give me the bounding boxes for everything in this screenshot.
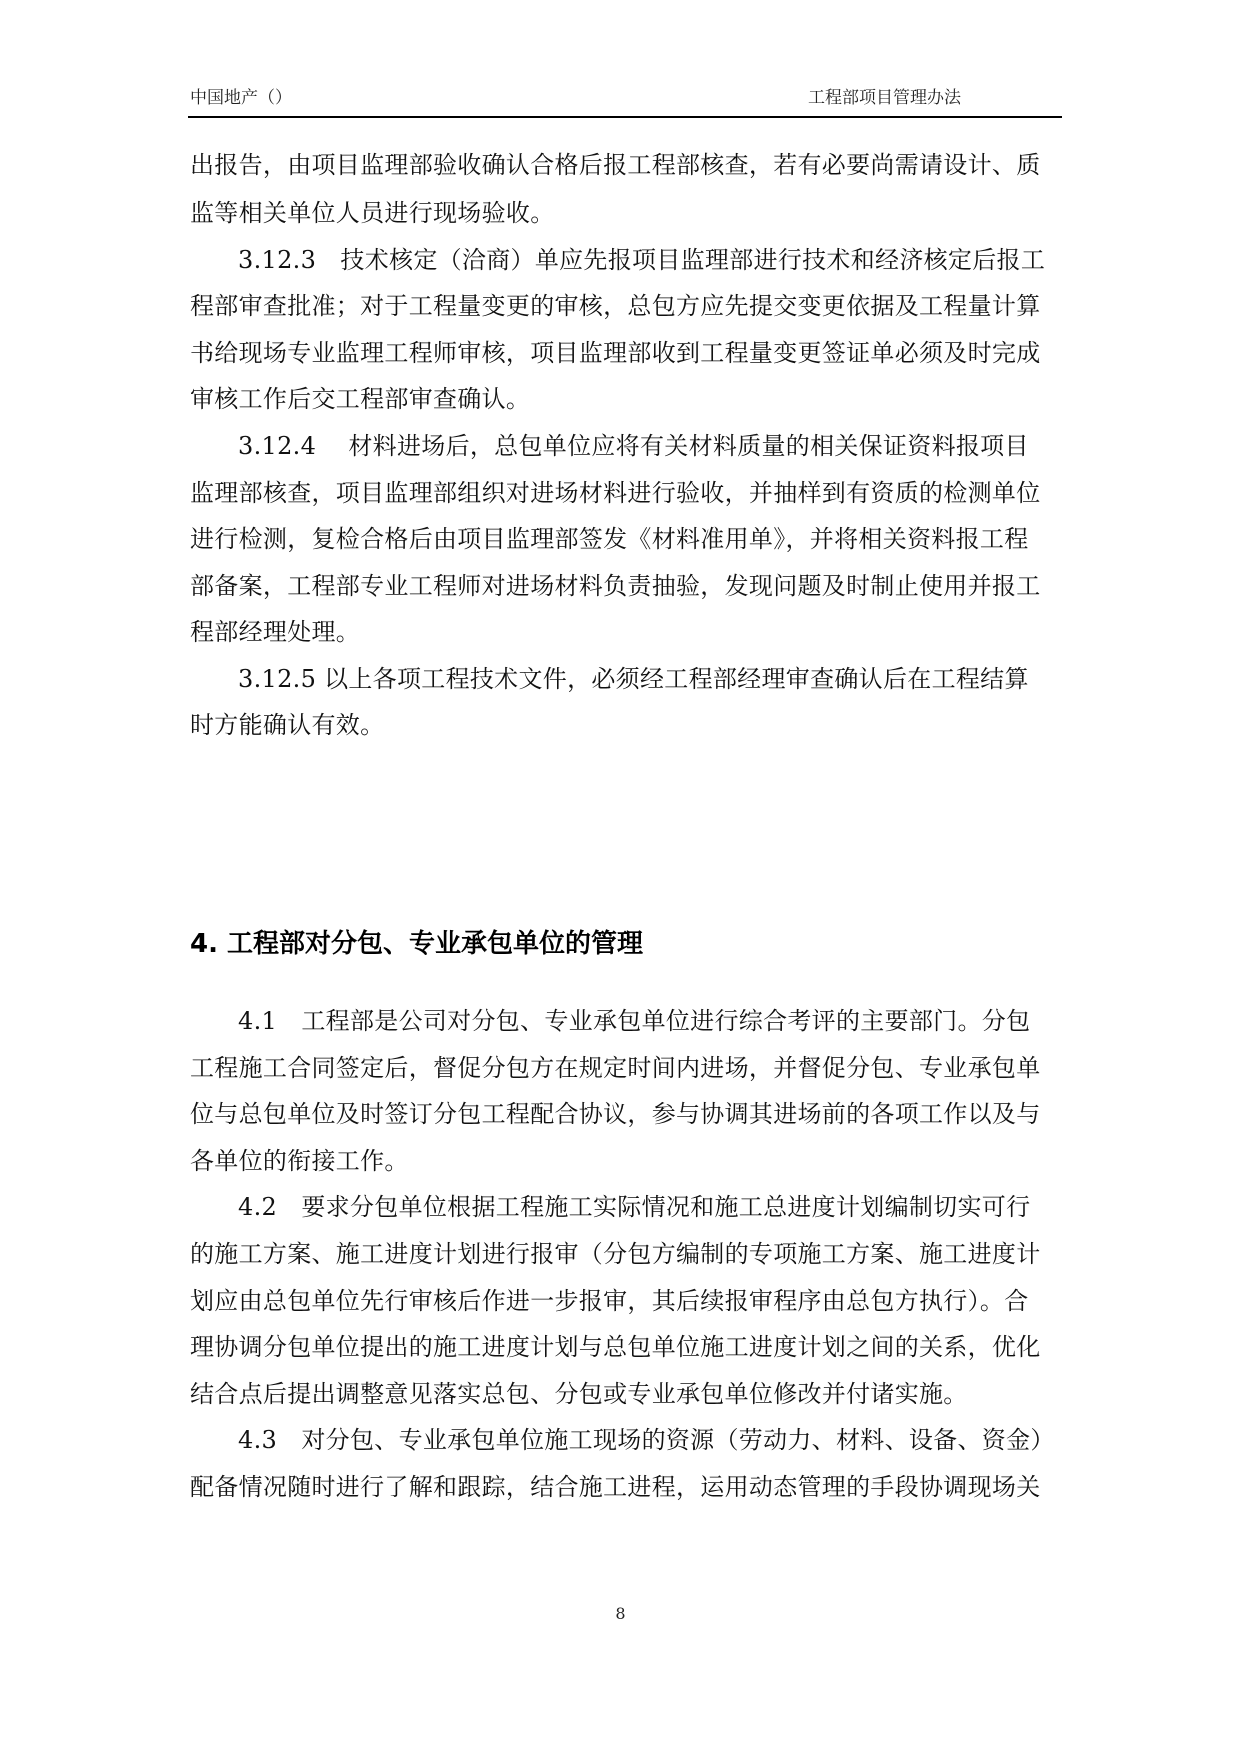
body-line: 4.2 要求分包单位根据工程施工实际情况和施工总进度计划编制切实可行	[238, 1193, 1031, 1221]
header-left-text: 中国地产（）	[190, 88, 292, 108]
body-line: 3.12.3 技术核定（洽商）单应先报项目监理部进行技术和经济核定后报工	[238, 246, 1046, 274]
body-line: 书给现场专业监理工程师审核，项目监理部收到工程量变更签证单必须及时完成	[190, 339, 1041, 367]
body-line: 位与总包单位及时签订分包工程配合协议，参与协调其进场前的各项工作以及与	[190, 1100, 1041, 1128]
body-line: 工程施工合同签定后，督促分包方在规定时间内进场，并督促分包、专业承包单	[190, 1054, 1041, 1082]
body-line: 划应由总包单位先行审核后作进一步报审，其后续报审程序由总包方执行）。合	[190, 1287, 1029, 1315]
body-line: 4.1 工程部是公司对分包、专业承包单位进行综合考评的主要部门。分包	[238, 1007, 1031, 1035]
body-line: 配备情况随时进行了解和跟踪，结合施工进程，运用动态管理的手段协调现场关	[190, 1473, 1041, 1501]
body-line: 的施工方案、施工进度计划进行报审（分包方编制的专项施工方案、施工进度计	[190, 1240, 1041, 1268]
body-line: 3.12.4 材料进场后，总包单位应将有关材料质量的相关保证资料报项目	[238, 432, 1029, 460]
body-line: 各单位的衔接工作。	[190, 1147, 409, 1175]
body-line: 结合点后提出调整意见落实总包、分包或专业承包单位修改并付诸实施。	[190, 1380, 968, 1408]
body-line: 进行检测，复检合格后由项目监理部签发《材料准用单》，并将相关资料报工程	[190, 525, 1029, 553]
body-line: 4.3 对分包、专业承包单位施工现场的资源（劳动力、材料、设备、资金）	[238, 1426, 1055, 1454]
header-rule	[188, 116, 1062, 118]
body-line: 程部审查批准；对于工程量变更的审核，总包方应先提交变更依据及工程量计算	[190, 292, 1041, 320]
section-heading: 4. 工程部对分包、专业承包单位的管理	[190, 929, 644, 959]
body-line: 时方能确认有效。	[190, 711, 385, 739]
page-number: 8	[615, 1604, 626, 1623]
body-line: 理协调分包单位提出的施工进度计划与总包单位施工进度计划之间的关系，优化	[190, 1333, 1041, 1361]
body-line: 部备案，工程部专业工程师对进场材料负责抽验，发现问题及时制止使用并报工	[190, 572, 1041, 600]
header-right-text: 工程部项目管理办法	[808, 88, 961, 108]
body-line: 出报告，由项目监理部验收确认合格后报工程部核查，若有必要尚需请设计、质	[190, 151, 1041, 179]
body-line: 监等相关单位人员进行现场验收。	[190, 199, 555, 227]
body-line: 3.12.5 以上各项工程技术文件，必须经工程部经理审查确认后在工程结算	[238, 665, 1029, 693]
body-line: 审核工作后交工程部审查确认。	[190, 385, 531, 413]
body-line: 程部经理处理。	[190, 618, 361, 646]
body-line: 监理部核查，项目监理部组织对进场材料进行验收，并抽样到有资质的检测单位	[190, 479, 1041, 507]
